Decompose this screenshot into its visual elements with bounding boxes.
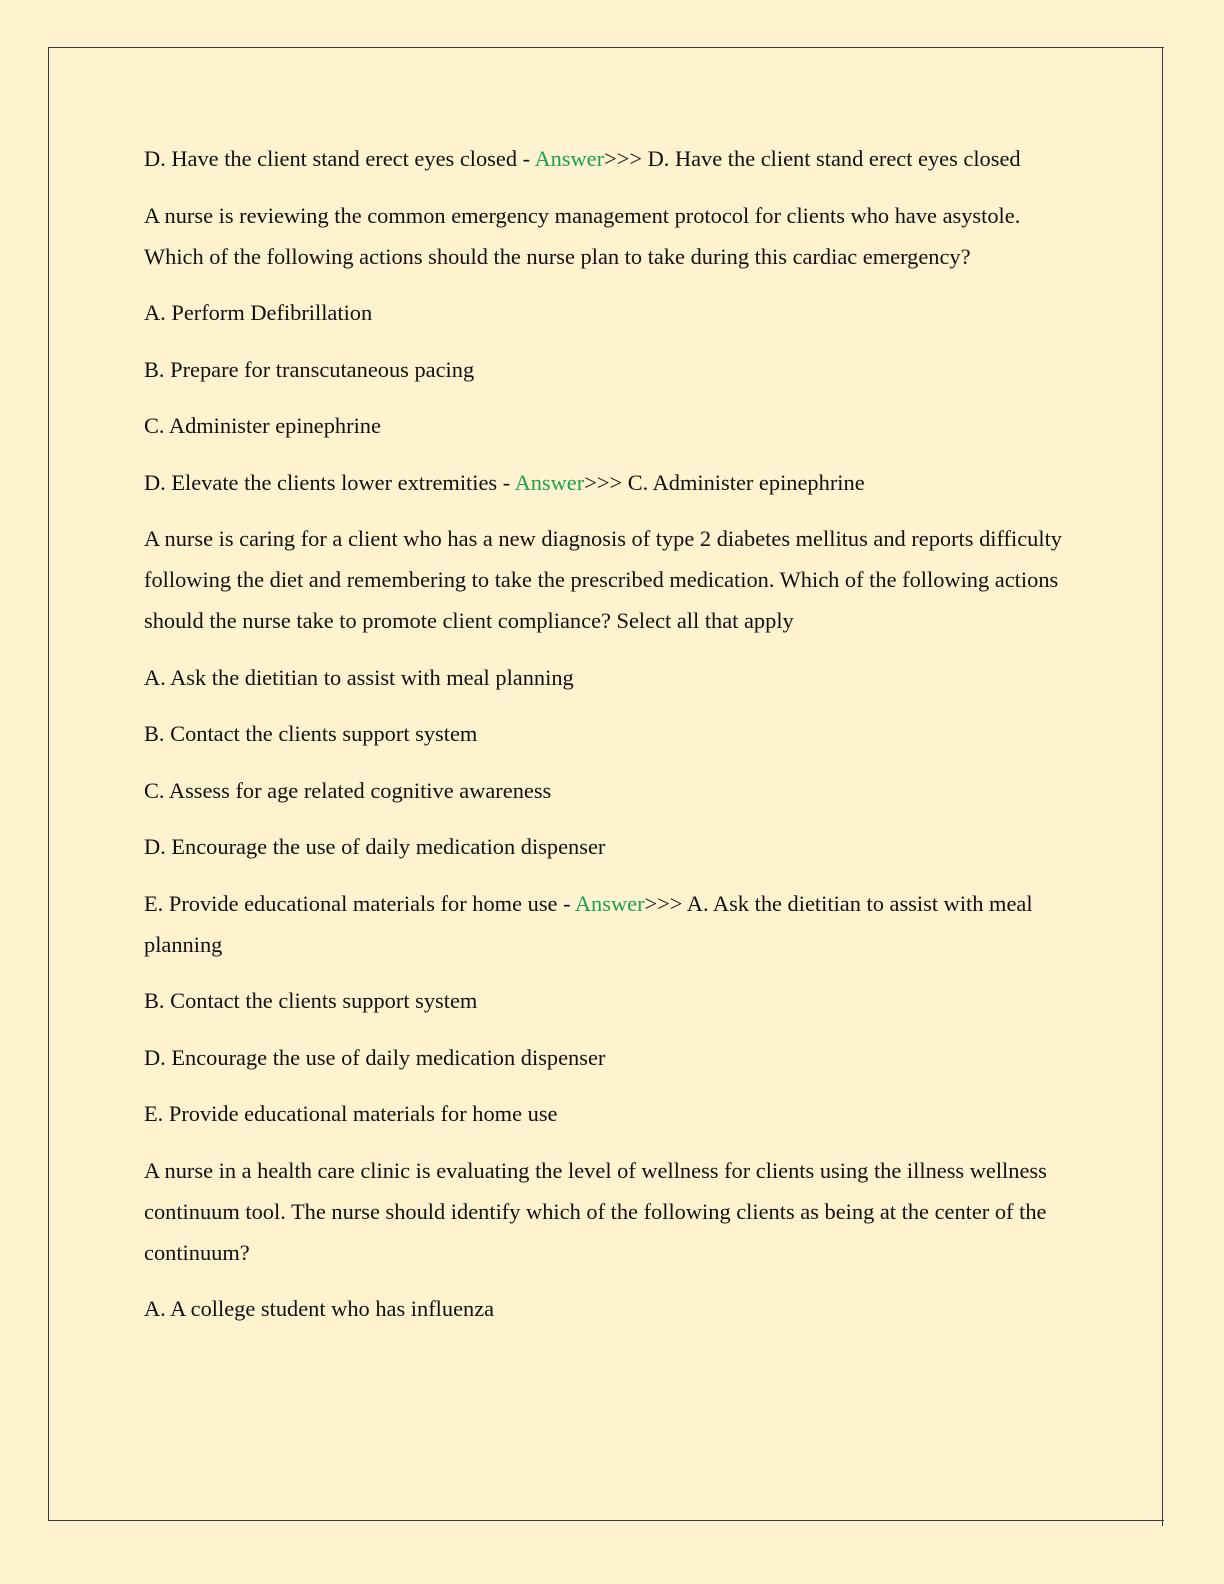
answer-text: >>> A. Ask the dietitian to assist with meal planning	[144, 890, 1033, 957]
answer-item: D. Encourage the use of daily medication dispenser	[144, 1044, 606, 1070]
option-item: C. Assess for age related cognitive awareness	[144, 777, 552, 803]
answer-label: Answer	[514, 469, 585, 495]
question-stem: A nurse is reviewing the common emergency management protocol for clients who have asystole. Which of the following actions should the nurse plan to take during this cardiac emergency?	[144, 202, 1021, 269]
option-item: C. Administer epinephrine	[144, 413, 381, 438]
option-item: A. Ask the dietitian to assist with meal planning	[144, 664, 574, 690]
document-body	[144, 138, 1084, 1345]
answer-label: Answer	[534, 146, 605, 171]
option-item: A. Perform Defibrillation	[144, 300, 373, 325]
option-item: B. Contact the clients support system	[144, 721, 478, 746]
page-border-right	[1162, 47, 1163, 1526]
question-option-text: D. Elevate the clients lower extremities -	[144, 469, 515, 495]
answer-paragraph	[144, 462, 1084, 503]
answer-text: >>> D. Have the client stand erect eyes closed	[604, 146, 1021, 171]
answer-label: Answer	[574, 890, 645, 916]
answer-paragraph	[144, 883, 1084, 965]
answer-text: >>> C. Administer epinephrine	[584, 469, 865, 495]
option-item: A. A college student who has influenza	[144, 1296, 495, 1321]
question-stem: A nurse is caring for a client who has a new diagnosis of type 2 diabetes mellitus and reports difficulty following the diet and remembering to take the prescribed medication. Which of the following actions should the nurse take to promote client compliance? Select all that apply	[144, 526, 1063, 633]
option-item: B. Prepare for transcutaneous pacing	[144, 356, 475, 382]
answer-item: B. Contact the clients support system	[144, 988, 478, 1013]
option-item: D. Encourage the use of daily medication dispenser	[144, 834, 606, 859]
answer-item: E. Provide educational materials for home use	[144, 1101, 558, 1126]
question-option-text: E. Provide educational materials for home use -	[144, 890, 575, 916]
answer-paragraph	[144, 138, 1084, 179]
question-option-text: D. Have the client stand erect eyes closed -	[144, 146, 535, 171]
question-stem: A nurse in a health care clinic is evaluating the level of wellness for clients using the illness wellness continuum tool. The nurse should identify which of the following clients as being at the center of the continuum?	[144, 1157, 1047, 1265]
